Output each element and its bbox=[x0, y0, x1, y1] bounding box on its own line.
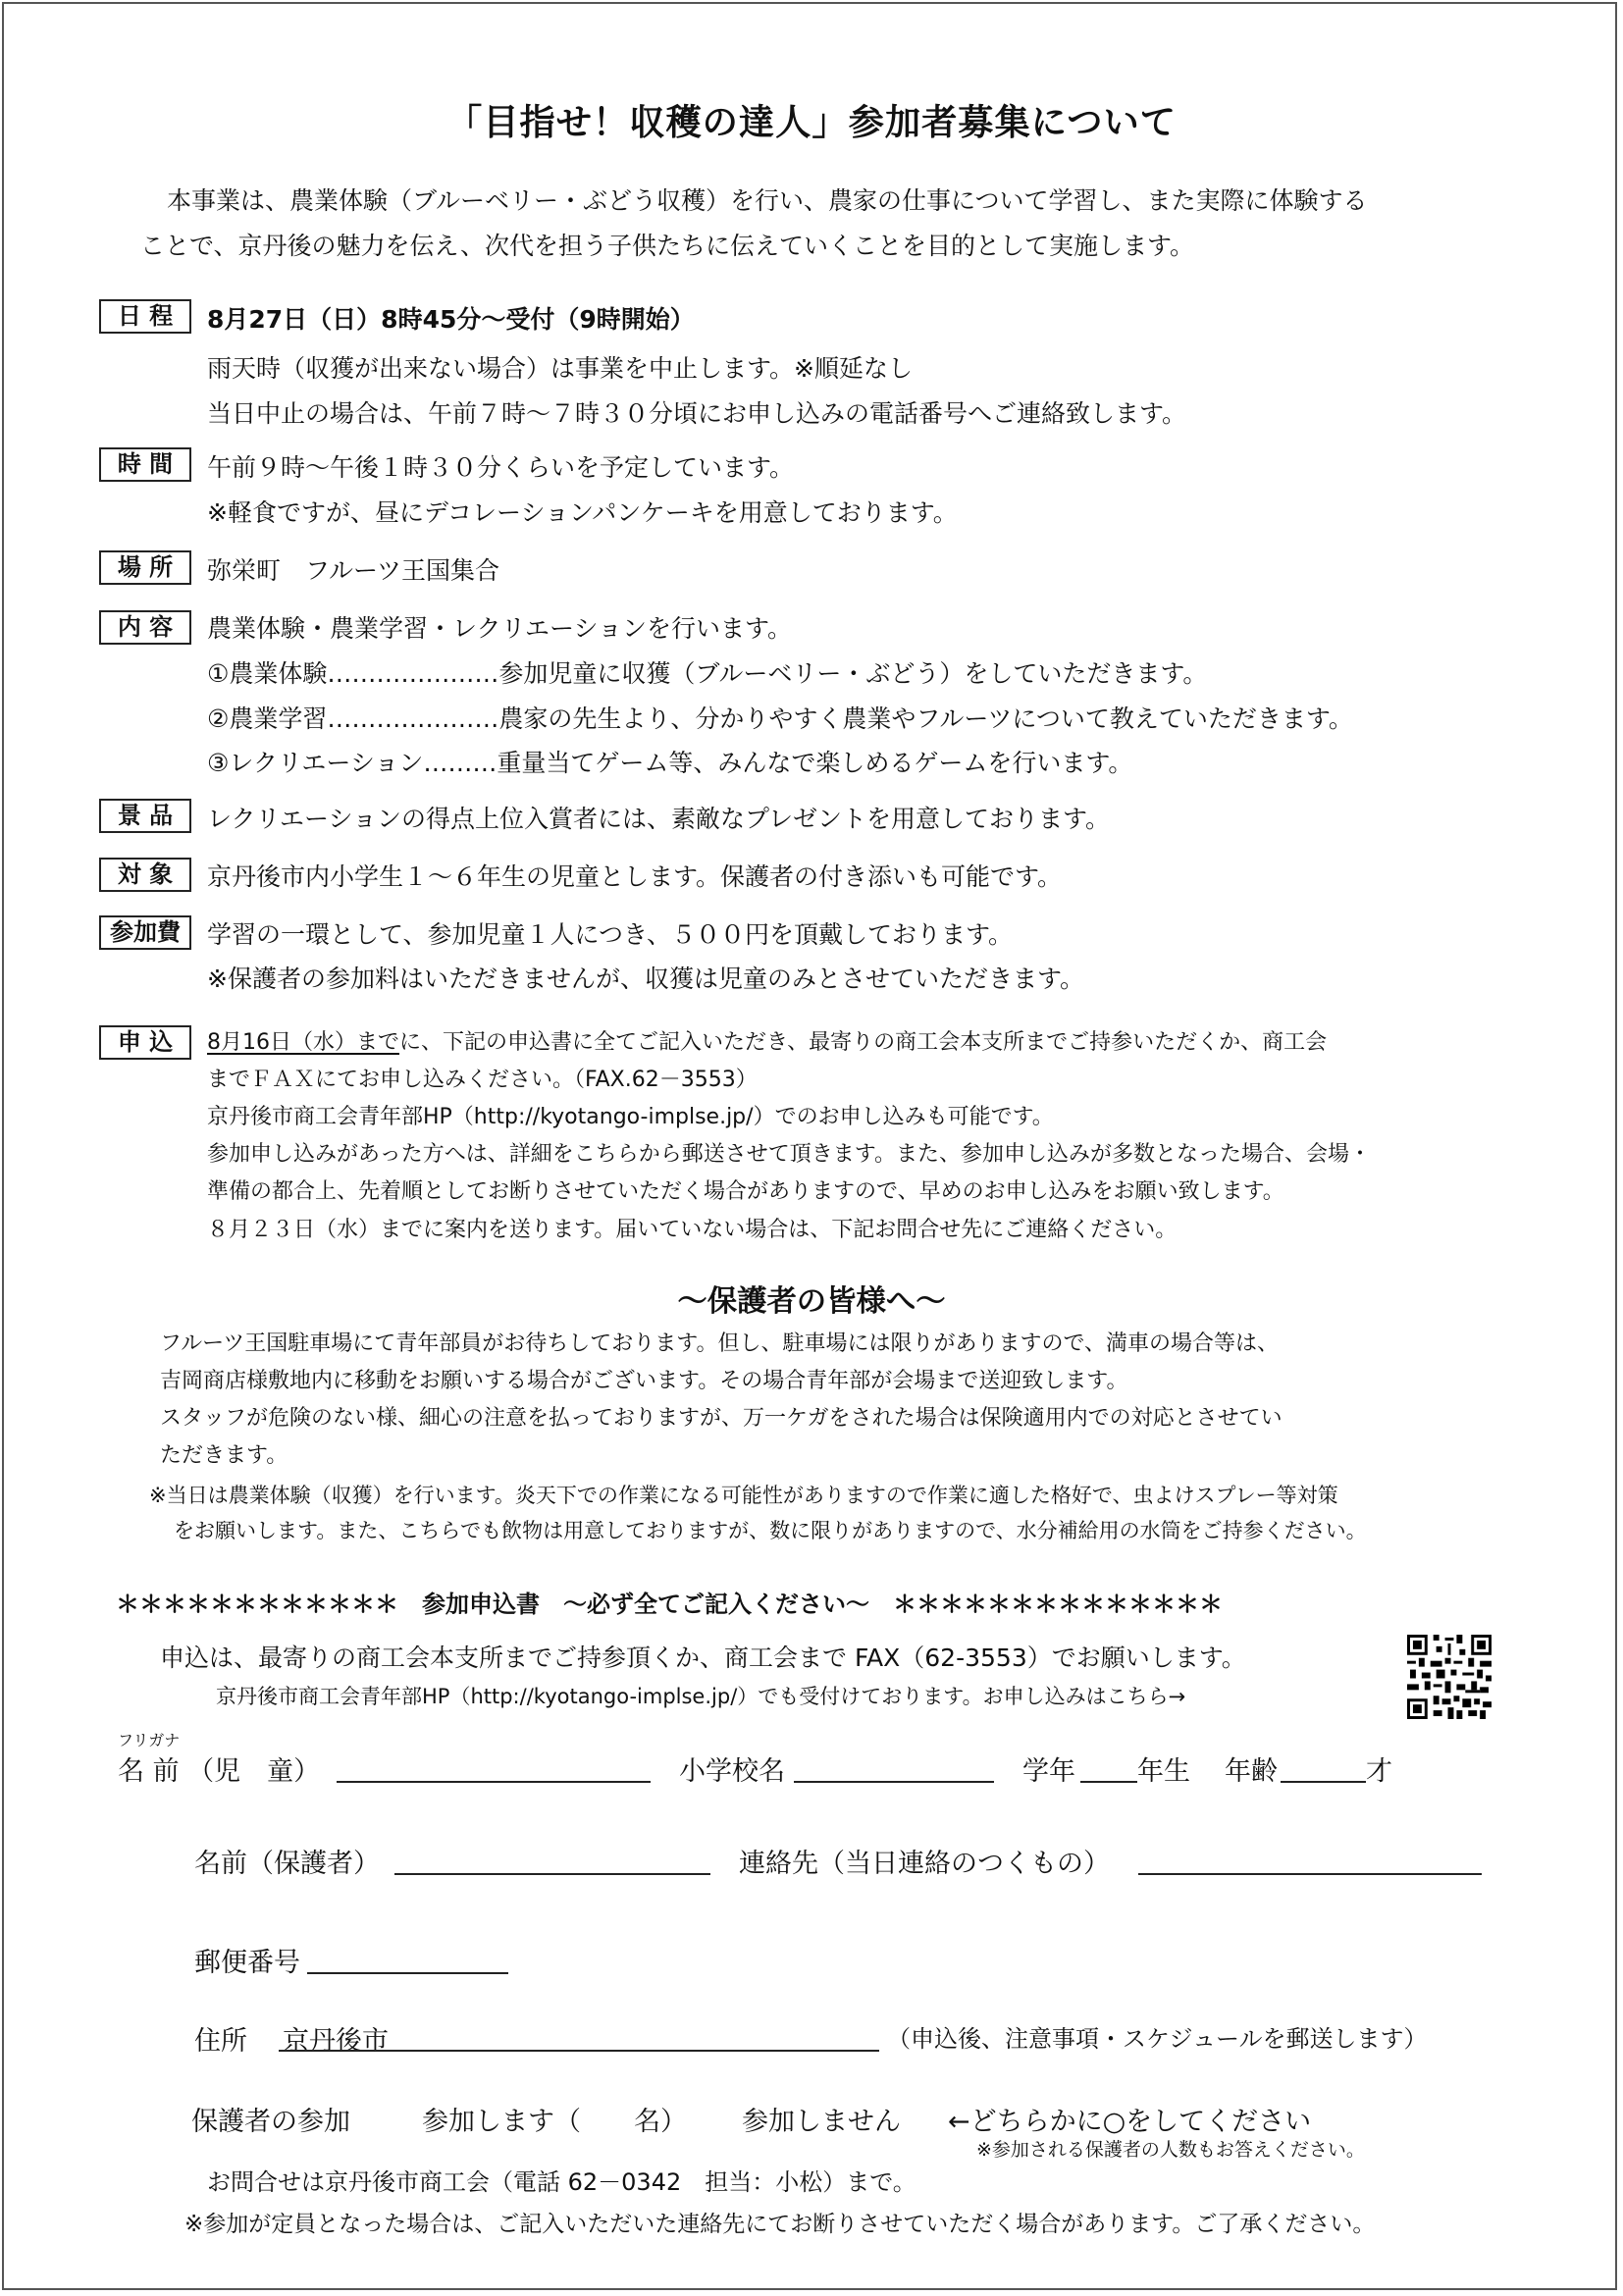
fee-note-1: ※保護者の参加料はいただきませんが、収獲は児童のみとさせていただきます。 bbox=[207, 965, 1084, 993]
schedule-main: 8月27日（日）8時45分～受付（9時開始） bbox=[207, 305, 695, 334]
address-label: 住所 bbox=[194, 2026, 247, 2057]
grade-label: 学年 bbox=[1022, 1756, 1075, 1787]
place-main: 弥栄町 フルーツ王国集合 bbox=[207, 556, 500, 585]
apply-line-6: ８月２３日（水）までに案内を送ります。届いていない場合は、下記お問合せ先にご連絡ください。 bbox=[207, 1218, 1178, 1242]
time-note-1: ※軽食ですが、昼にデコレーションパンケーキを用意しております。 bbox=[207, 498, 958, 527]
child-name-field[interactable] bbox=[337, 1781, 651, 1783]
age-label: 年齢 bbox=[1225, 1756, 1278, 1787]
guardians-note-2: をお願いします。また、こちらでも飲物は用意しておりますが、数に限りがありますので、水分補給用の水筒をご持参ください。 bbox=[174, 1519, 1367, 1542]
form-web-note: 京丹後市商工会青年部HP（http://kyotango-implse.jp/）でも受付けております。お申し込みはこちら→ bbox=[216, 1685, 1186, 1708]
form-banner: ＊＊＊＊＊＊＊＊＊＊＊＊ 参加申込書 ～必ず全てご記入ください～ ＊＊＊＊＊＊＊＊＊＊＊＊＊＊ bbox=[116, 1591, 1223, 1618]
label-apply: 申 込 bbox=[99, 1025, 191, 1060]
inquiry-line: お問合せは京丹後市商工会（電話 62－0342 担当：小松）まで。 bbox=[207, 2168, 916, 2196]
attend-no-option[interactable]: 参加しません bbox=[742, 2107, 901, 2137]
address-field[interactable] bbox=[279, 2050, 879, 2052]
content-item-3: ③レクリエーション………重量当てゲーム等、みんなで楽しめるゲームを行います。 bbox=[207, 749, 1133, 777]
postal-label: 郵便番号 bbox=[194, 1948, 300, 1978]
guardians-note-1: ※当日は農業体験（収獲）を行います。炎天下での作業になる可能性がありますので作業に適した格好で、虫よけスプレー等対策 bbox=[149, 1484, 1338, 1507]
furigana-label: フリガナ bbox=[118, 1731, 181, 1749]
grade-field[interactable] bbox=[1080, 1781, 1137, 1783]
schedule-note-1: 雨天時（収獲が出来ない場合）は事業を中止します。※順延なし bbox=[207, 354, 913, 383]
postal-field[interactable] bbox=[307, 1972, 508, 1974]
apply-line-1-rest: に、下記の申込書に全てご記入いただき、最寄りの商工会本支所までご持参いただくか、商工会 bbox=[399, 1030, 1328, 1055]
guardians-line-1: フルーツ王国駐車場にて青年部員がお待ちしております。但し、駐車場には限りがありますので、満車の場合等は、 bbox=[160, 1331, 1280, 1356]
label-content: 内 容 bbox=[99, 610, 191, 645]
fee-main: 学習の一環として、参加児童１人につき、５００円を頂戴しております。 bbox=[207, 920, 1014, 949]
content-main: 農業体験・農業学習・レクリエーションを行います。 bbox=[207, 614, 793, 643]
age-unit: 才 bbox=[1366, 1756, 1392, 1787]
apply-line-1 bbox=[207, 1025, 1327, 1056]
attend-yes-option[interactable]: 参加します（ 名） bbox=[422, 2107, 687, 2137]
attend-hint: ←どちらかに○をしてください bbox=[948, 2107, 1312, 2137]
label-time: 時 間 bbox=[99, 447, 191, 482]
content-item-1: ①農業体験…………………参加児童に収獲（ブルーベリー・ぶどう）をしていただきます。 bbox=[207, 659, 1208, 688]
time-main: 午前９時～午後１時３０分くらいを予定しています。 bbox=[207, 453, 795, 482]
attend-note: ※参加される保護者の人数もお答えください。 bbox=[976, 2139, 1365, 2161]
contact-label: 連絡先（当日連絡のつくもの） bbox=[739, 1849, 1110, 1879]
intro-line-1: 本事業は、農業体験（ブルーベリー・ぶどう収穫）を行い、農家の仕事について学習し、また実際に体験する bbox=[167, 186, 1368, 215]
qr-code-icon[interactable] bbox=[1407, 1635, 1492, 1719]
guardians-line-3: スタッフが危険のない様、細心の注意を払っておりますが、万一ケガをされた場合は保険適用内での対応とさせてい bbox=[160, 1406, 1283, 1431]
target-main: 京丹後市内小学生１～６年生の児童とします。保護者の付き添いも可能です。 bbox=[207, 862, 1063, 891]
apply-line-3: 京丹後市商工会青年部HP（http://kyotango-implse.jp/）でのお申し込みも可能です。 bbox=[207, 1105, 1054, 1129]
page-title: 「目指せ！収穫の達人」参加者募集について bbox=[446, 101, 1177, 143]
child-name-label: 名 前 （児 童） bbox=[118, 1756, 321, 1787]
guardians-heading: ～保護者の皆様へ～ bbox=[677, 1284, 946, 1319]
label-fee: 参加費 bbox=[99, 915, 191, 950]
capacity-note: ※参加が定員となった場合は、ご記入いただいた連絡先にてお断りさせていただく場合があります。ご了承ください。 bbox=[184, 2212, 1376, 2237]
label-target: 対 象 bbox=[99, 858, 191, 892]
school-label: 小学校名 bbox=[679, 1756, 785, 1787]
form-instruction: 申込は、最寄りの商工会本支所までご持参頂くか、商工会まで FAX（62-3553）でお願いします。 bbox=[160, 1644, 1246, 1672]
label-prize: 景 品 bbox=[99, 799, 191, 833]
address-note: （申込後、注意事項・スケジュールを郵送します） bbox=[887, 2025, 1428, 2053]
age-field[interactable] bbox=[1281, 1781, 1366, 1783]
label-place: 場 所 bbox=[99, 550, 191, 585]
grade-unit: 年生 bbox=[1137, 1756, 1190, 1787]
guardian-name-field[interactable] bbox=[394, 1873, 710, 1875]
prize-main: レクリエーションの得点上位入賞者には、素敵なプレゼントを用意しております。 bbox=[207, 805, 1111, 833]
address-prefill: 京丹後市 bbox=[283, 2026, 389, 2057]
contact-field[interactable] bbox=[1138, 1873, 1482, 1875]
guardian-name-label: 名前（保護者） bbox=[194, 1849, 380, 1879]
label-schedule: 日 程 bbox=[99, 299, 191, 334]
guardians-line-2: 吉岡商店様敷地内に移動をお願いする場合がございます。その場合青年部が会場まで送迎致します。 bbox=[160, 1369, 1128, 1393]
apply-line-5: 準備の都合上、先着順としてお断りさせていただく場合がありますので、早めのお申し込みをお願い致します。 bbox=[207, 1179, 1284, 1204]
intro-line-2: ことで、京丹後の魅力を伝え、次代を担う子供たちに伝えていくことを目的として実施します。 bbox=[140, 232, 1195, 260]
guardian-attend-label: 保護者の参加 bbox=[191, 2107, 350, 2137]
apply-line-4: 参加申し込みがあった方へは、詳細をこちらから郵送させて頂きます。また、参加申し込みが多数となった場合、会場・ bbox=[207, 1142, 1372, 1167]
apply-deadline: 8月16日（水）まで bbox=[207, 1030, 399, 1055]
content-item-2: ②農業学習…………………農家の先生より、分かりやすく農業やフルーツについて教えていただきます。 bbox=[207, 704, 1353, 733]
schedule-note-2: 当日中止の場合は、午前７時～７時３０分頃にお申し込みの電話番号へご連絡致します。 bbox=[207, 399, 1187, 428]
apply-line-2: までＦＡＸにてお申し込みください。（FAX.62－3553） bbox=[207, 1068, 758, 1092]
school-field[interactable] bbox=[794, 1781, 994, 1783]
guardians-line-4: ただきます。 bbox=[160, 1443, 288, 1468]
